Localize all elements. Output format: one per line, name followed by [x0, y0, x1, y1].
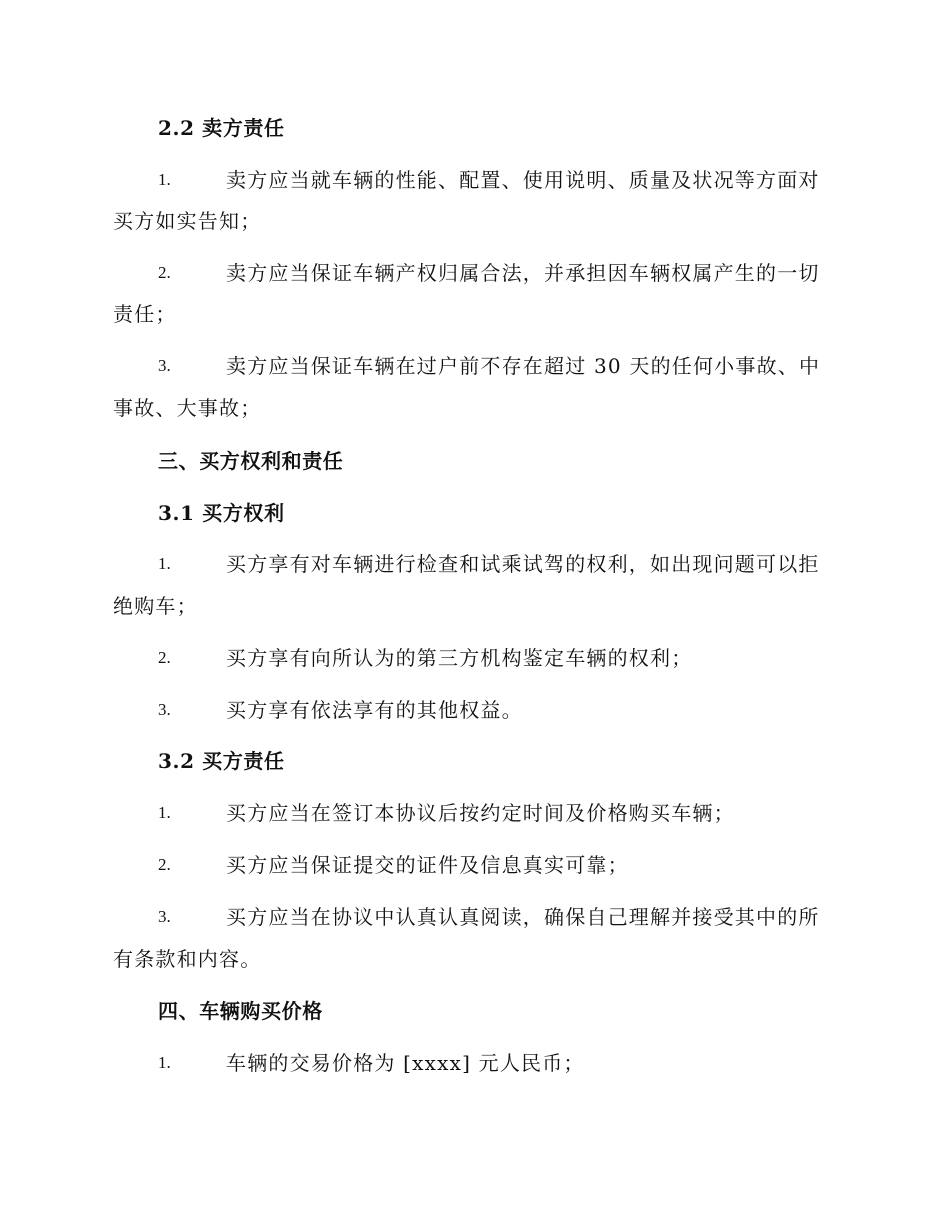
list-item-number: 3. [158, 700, 171, 719]
list-item-text: 买方享有向所认为的第三方机构鉴定车辆的权利； [226, 646, 693, 670]
list-item-text: 车辆的交易价格为 [xxxx] 元人民币； [226, 1051, 585, 1075]
list-item-number: 1. [158, 554, 171, 573]
list-item-number: 1. [158, 170, 171, 189]
list-item-text: 买方享有依法享有的其他权益。 [226, 698, 523, 722]
section-heading-4: 四、车辆购买价格 [158, 999, 323, 1023]
list-item-text: 买方应当在签订本协议后按约定时间及价格购买车辆； [226, 801, 735, 825]
list-item-number: 2. [158, 263, 171, 282]
list-item-continuation: 绝购车； [113, 594, 198, 618]
list-item-text: 卖方应当就车辆的性能、配置、使用说明、质量及状况等方面对 [226, 168, 820, 192]
list-item-number: 2. [158, 855, 171, 874]
list-item-number: 3. [158, 907, 171, 926]
list-item-text: 买方应当在协议中认真认真阅读，确保自己理解并接受其中的所 [226, 905, 820, 929]
list-item-number: 3. [158, 356, 171, 375]
list-item-continuation: 买方如实告知； [113, 209, 262, 233]
list-item-continuation: 有条款和内容。 [113, 947, 262, 971]
list-item-text: 卖方应当保证车辆在过户前不存在超过 30 天的任何小事故、中 [226, 354, 821, 378]
section-heading-3: 三、买方权利和责任 [158, 449, 344, 473]
list-item-continuation: 责任； [113, 302, 177, 326]
list-item-text: 买方享有对车辆进行检查和试乘试驾的权利，如出现问题可以拒 [226, 552, 820, 576]
list-item-continuation: 事故、大事故； [113, 396, 262, 420]
section-heading-3-1: 3.1 买方权利 [158, 501, 285, 525]
list-item-number: 2. [158, 648, 171, 667]
list-item-number: 1. [158, 803, 171, 822]
section-heading-2-2: 2.2 卖方责任 [158, 116, 285, 140]
list-item-text: 买方应当保证提交的证件及信息真实可靠； [226, 853, 629, 877]
list-item-number: 1. [158, 1053, 171, 1072]
section-heading-3-2: 3.2 买方责任 [158, 749, 285, 773]
list-item-text: 卖方应当保证车辆产权归属合法，并承担因车辆权属产生的一切 [226, 261, 820, 285]
